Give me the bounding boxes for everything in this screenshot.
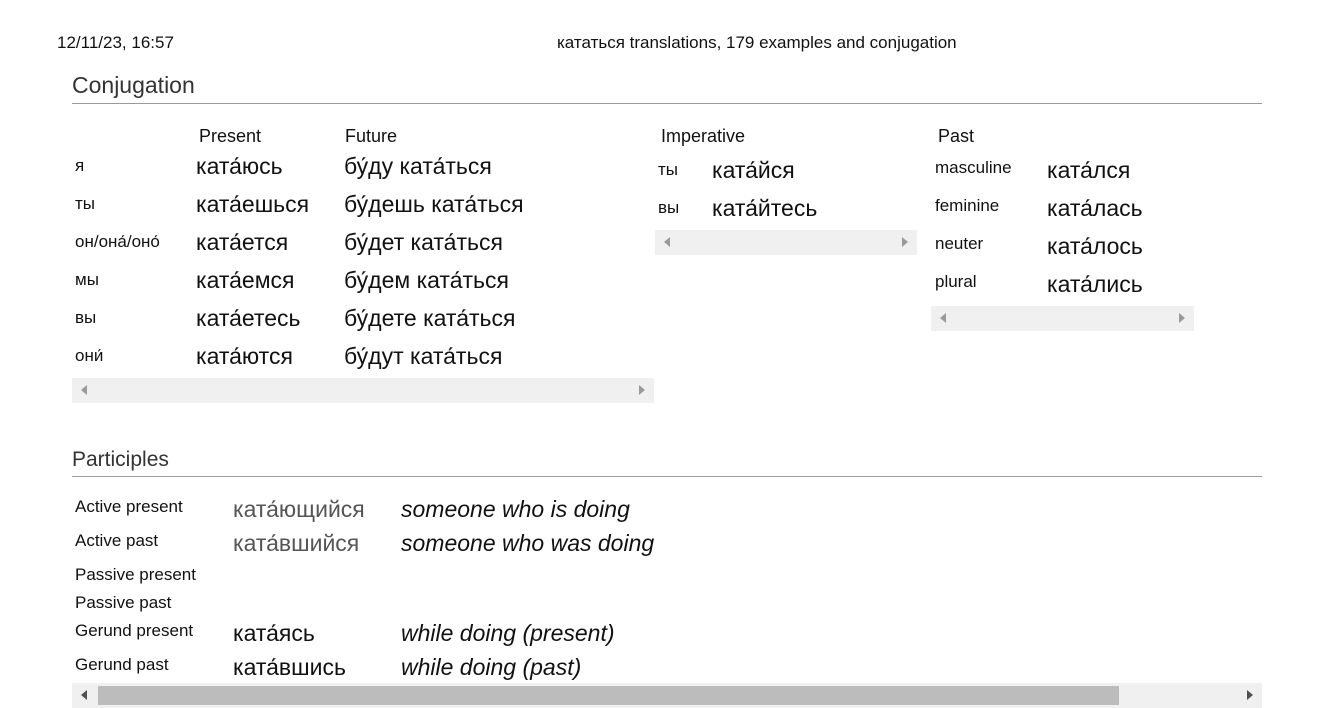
pronoun-cell: ты (75, 194, 96, 213)
conjugation-heading: Conjugation (72, 72, 195, 98)
participles-divider (72, 476, 1262, 477)
participle-form: ката́ющийся (233, 496, 365, 522)
participle-form: ката́вшись (233, 654, 346, 680)
future-column-header: Future (345, 126, 398, 146)
page-title: кататься translations, 179 examples and conjugation (557, 33, 957, 52)
participles-scrollbar[interactable] (72, 683, 1262, 708)
participle-label: Active past (75, 531, 159, 550)
future-form-cell: бу́дет ката́ться (344, 229, 503, 255)
future-form-cell: бу́дем ката́ться (344, 267, 509, 293)
participle-label: Active present (75, 497, 183, 516)
participle-meaning: someone who is doing (401, 496, 630, 522)
present-form-cell: ката́емся (196, 267, 295, 293)
scrollbar-thumb[interactable] (98, 686, 1119, 705)
participle-meaning: while doing (present) (401, 620, 615, 646)
scroll-right-arrow-icon[interactable] (1247, 690, 1253, 700)
future-form-cell: бу́дут ката́ться (344, 343, 503, 369)
scroll-right-arrow-icon[interactable] (1179, 313, 1185, 323)
future-form-cell: бу́ду ката́ться (344, 153, 492, 179)
present-form-cell: ката́ешься (196, 191, 310, 217)
print-datetime: 12/11/23, 16:57 (57, 33, 174, 52)
present-form-cell: ката́ются (196, 343, 293, 369)
scroll-right-arrow-icon[interactable] (902, 237, 908, 247)
pronoun-cell: ты (658, 160, 679, 179)
pronoun-cell: я (75, 156, 85, 175)
imperative-form-cell: ката́йтесь (712, 195, 818, 221)
pronoun-cell: мы (75, 270, 99, 289)
imperative-form-cell: ката́йся (712, 157, 795, 183)
participles-heading: Participles (72, 448, 169, 471)
present-form-cell: ката́ется (196, 229, 289, 255)
scroll-right-arrow-icon[interactable] (639, 385, 645, 395)
scroll-left-arrow-icon[interactable] (81, 385, 87, 395)
participle-label: Passive past (75, 593, 172, 612)
scroll-left-arrow-icon[interactable] (81, 690, 87, 700)
pronoun-cell: он/она́/оно́ (75, 232, 160, 251)
participle-meaning: someone who was doing (401, 530, 655, 556)
pronoun-cell: вы (658, 198, 680, 217)
pronoun-cell: вы (75, 308, 97, 327)
participle-label: Gerund present (75, 621, 194, 640)
gender-cell: masculine (935, 158, 1012, 177)
past-form-cell: ката́лись (1047, 271, 1143, 297)
participle-meaning: while doing (past) (401, 654, 582, 680)
pronoun-cell: они́ (75, 346, 104, 365)
present-future-scrollbar[interactable] (72, 378, 654, 403)
present-form-cell: ката́юсь (196, 153, 283, 179)
past-column-header: Past (938, 126, 975, 146)
scroll-left-arrow-icon[interactable] (664, 237, 670, 247)
present-column-header: Present (199, 126, 262, 146)
gender-cell: neuter (935, 234, 984, 253)
imperative-scrollbar[interactable] (655, 230, 917, 255)
gender-cell: plural (935, 272, 977, 291)
future-form-cell: бу́дешь ката́ться (344, 191, 524, 217)
participle-label: Passive present (75, 565, 196, 584)
past-form-cell: ката́лось (1047, 233, 1143, 259)
conjugation-divider (72, 103, 1262, 104)
future-form-cell: бу́дете ката́ться (344, 305, 516, 331)
scroll-left-arrow-icon[interactable] (940, 313, 946, 323)
past-form-cell: ката́лась (1047, 195, 1143, 221)
participle-form: ката́вшийся (233, 530, 360, 556)
gender-cell: feminine (935, 196, 1000, 215)
imperative-column-header: Imperative (661, 126, 746, 146)
past-form-cell: ката́лся (1047, 157, 1131, 183)
past-scrollbar[interactable] (931, 306, 1194, 331)
participle-label: Gerund past (75, 655, 169, 674)
present-form-cell: ката́етесь (196, 305, 301, 331)
participle-form: ката́ясь (233, 620, 315, 646)
